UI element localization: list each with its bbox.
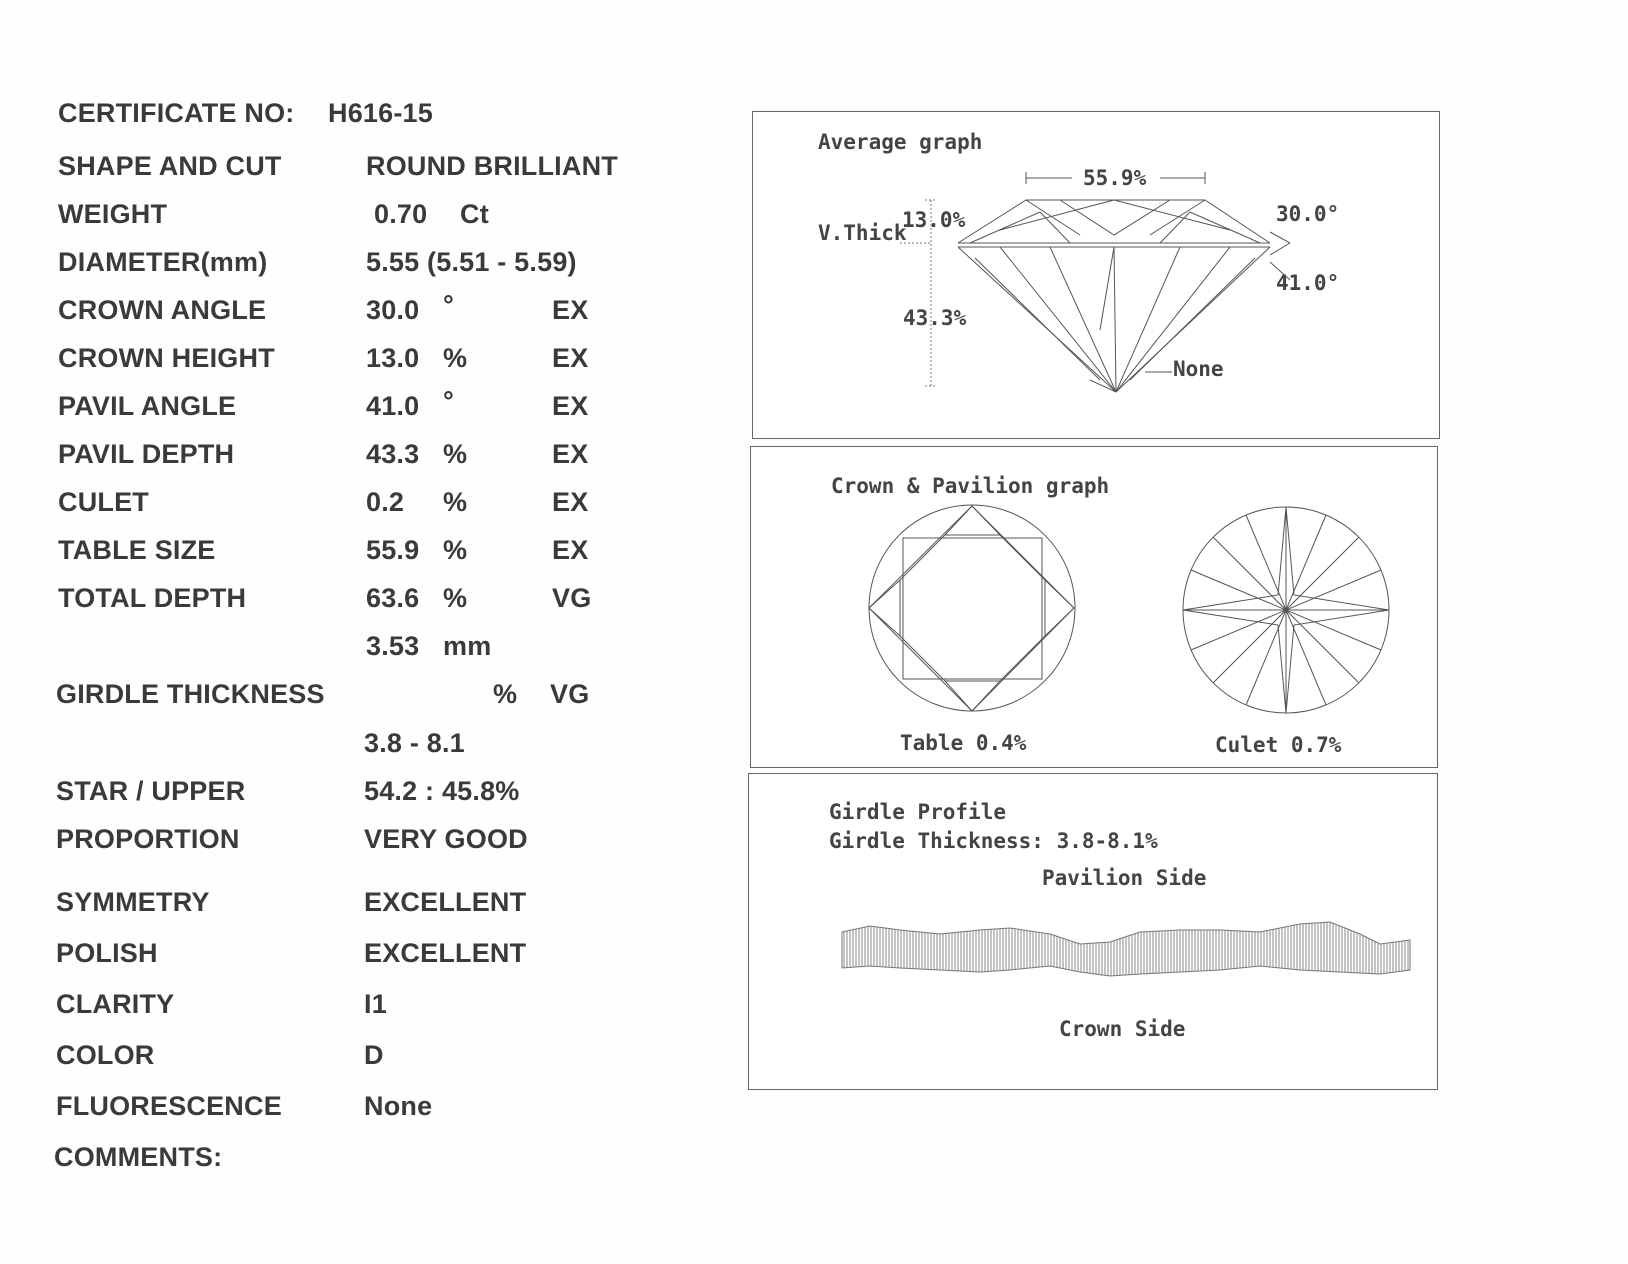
crown-height-label: 13.0% <box>902 208 966 232</box>
row-value: 43.3 <box>366 439 420 469</box>
row-label: GIRDLE THICKNESS <box>56 679 325 709</box>
row-label: PAVIL ANGLE <box>58 391 237 421</box>
row-unit: % <box>443 343 468 373</box>
table-deviation-label: Table 0.4% <box>900 731 1027 755</box>
row-value: 63.6 <box>366 583 420 613</box>
row-value: EXCELLENT <box>364 938 527 968</box>
row-value: 5.55 (5.51 - 5.59) <box>366 247 577 277</box>
row-label: STAR / UPPER <box>56 776 246 806</box>
row-grade: EX <box>552 439 589 469</box>
row-value: 0.2 <box>366 487 405 517</box>
pavilion-depth-label: 43.3% <box>903 306 967 330</box>
row-label: COLOR <box>56 1040 155 1070</box>
row-value: ROUND BRILLIANT <box>366 151 618 181</box>
row-label: COMMENTS: <box>54 1142 223 1172</box>
row-unit: ° <box>443 386 454 416</box>
row-label: CULET <box>58 487 149 517</box>
pavilion-side-label: Pavilion Side <box>1042 866 1207 890</box>
row-value: I1 <box>364 989 387 1019</box>
row-value: 55.9 <box>366 535 420 565</box>
row-label: PAVIL DEPTH <box>58 439 235 469</box>
girdle-profile-title: Girdle Profile <box>829 800 1007 824</box>
row-unit: % <box>443 535 468 565</box>
row-value: 0.70 <box>374 199 428 229</box>
row-label: CLARITY <box>56 989 175 1019</box>
table-percent-label: 55.9% <box>1083 166 1147 190</box>
row-grade: EX <box>552 535 589 565</box>
certificate-number: H616-15 <box>328 98 433 128</box>
row-label: FLUORESCENCE <box>56 1091 282 1121</box>
row-grade: VG <box>552 583 592 613</box>
row-unit: Ct <box>460 199 489 229</box>
row-value: 54.2 : 45.8% <box>364 776 520 806</box>
row-grade: EX <box>552 487 589 517</box>
girdle-thickness-label: V.Thick <box>818 221 907 245</box>
row-unit: % <box>493 679 518 709</box>
row-unit: % <box>443 487 468 517</box>
row-value: 41.0 <box>366 391 420 421</box>
crown-pavilion-graph-title: Crown & Pavilion graph <box>831 474 1110 498</box>
pavilion-angle-label: 41.0° <box>1276 271 1340 295</box>
crown-angle-label: 30.0° <box>1276 202 1340 226</box>
row-label: CROWN ANGLE <box>58 295 267 325</box>
row-label: SHAPE AND CUT <box>58 151 282 181</box>
row-value: VERY GOOD <box>364 824 528 854</box>
row-value: D <box>364 1040 384 1070</box>
row-value: 3.53 <box>366 631 420 661</box>
row-unit: ° <box>443 290 454 320</box>
row-unit: % <box>443 439 468 469</box>
row-label: POLISH <box>56 938 158 968</box>
row-value: 30.0 <box>366 295 420 325</box>
row-value: EXCELLENT <box>364 887 527 917</box>
culet-deviation-label: Culet 0.7% <box>1215 733 1342 757</box>
row-unit: mm <box>443 631 492 661</box>
row-value: None <box>364 1091 433 1121</box>
row-label: TABLE SIZE <box>58 535 216 565</box>
row-unit: % <box>443 583 468 613</box>
certificate-label: CERTIFICATE NO: <box>58 98 295 128</box>
row-label: WEIGHT <box>58 199 168 229</box>
row-label: PROPORTION <box>56 824 240 854</box>
row-label: TOTAL DEPTH <box>58 583 247 613</box>
row-label: SYMMETRY <box>56 887 210 917</box>
crown-side-label: Crown Side <box>1059 1017 1186 1041</box>
average-graph-title: Average graph <box>818 130 983 154</box>
row-label: DIAMETER(mm) <box>58 247 268 277</box>
culet-label: None <box>1173 357 1224 381</box>
row-grade: EX <box>552 391 589 421</box>
row-value: 13.0 <box>366 343 420 373</box>
row-grade: VG <box>550 679 590 709</box>
row-grade: EX <box>552 343 589 373</box>
row-grade: EX <box>552 295 589 325</box>
row-label: CROWN HEIGHT <box>58 343 275 373</box>
girdle-thickness-range: Girdle Thickness: 3.8-8.1% <box>829 829 1158 853</box>
row-value: 3.8 - 8.1 <box>364 728 465 758</box>
